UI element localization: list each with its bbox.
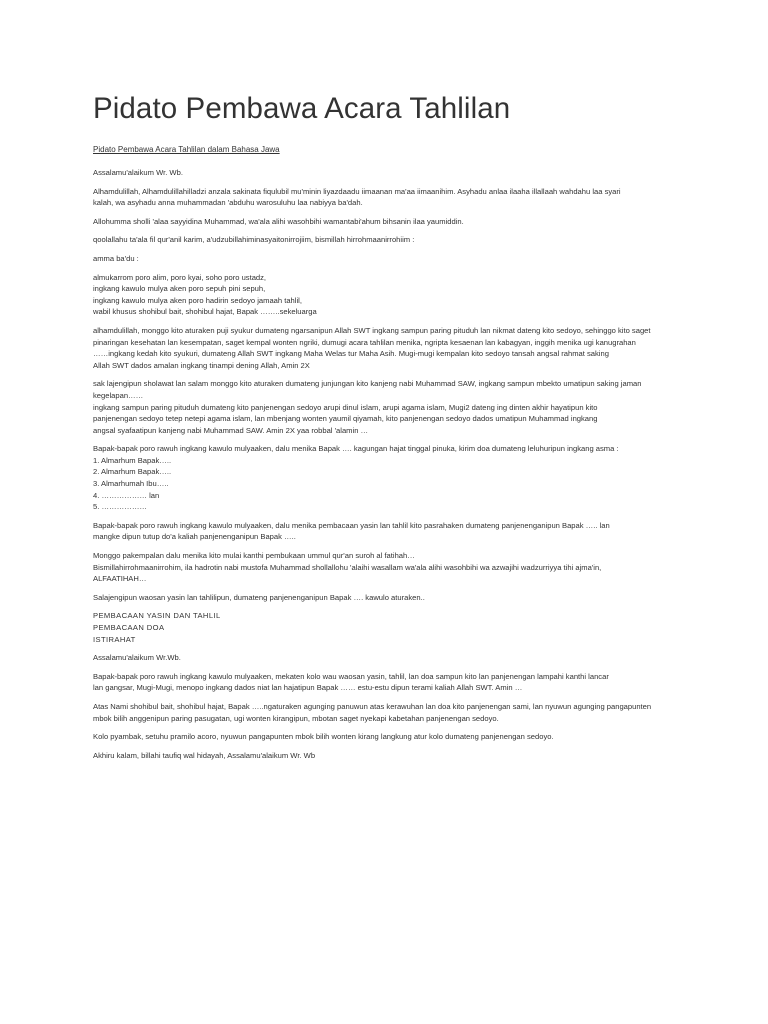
text-line: qoolallahu ta'ala fil qur'anil karim, a'udzubillahiminasyaitonirrojiim, bismillah hirrohmaanirrohiim : [93, 235, 415, 245]
text-line: Akhiru kalam, billahi taufiq wal hidayah, Assalamu'alaikum Wr. Wb [93, 750, 316, 760]
paragraph [93, 550, 675, 585]
text-line: angsal syafaatipun kanjeng nabi Muhammad SAW. Amin 2X yaa robbal 'alamin … [93, 425, 369, 435]
text-line: Alhamdulillah, Alhamdulillahilladzi anzala sakinata fiqulubil mu'minin liyazdaadu iimaanan ma'aa iimaanihim. Asyhadu anlaa ilaaha illallaah wahdahu laa syari [93, 186, 621, 196]
text-line: pinaringan kesehatan lan kesempatan, saget kempal wonten ngriki, dumugi acara tahlilan menika, ngripta kesaenan lan kabagyan, inggih menika ugi kanugrahan [93, 337, 636, 347]
text-line: Salajengipun waosan yasin lan tahlilipun, dumateng panjenenganipun Bapak …. kawulo aturaken.. [93, 592, 425, 602]
paragraph [93, 731, 675, 743]
text-line: ingkang kawulo mulya aken poro hadirin sedoyo jamaah tahlil, [93, 295, 302, 305]
paragraph [93, 234, 675, 246]
paragraph [93, 325, 675, 371]
paragraph [93, 216, 675, 228]
paragraph [93, 272, 675, 318]
text-line: ALFAATIHAH… [93, 574, 147, 584]
text-line: lan gangsar, Mugi-Mugi, menopo ingkang dados niat lan hajatipun Bapak …… estu-estu dipun terami kaliah Allah SWT. Amin … [93, 683, 523, 693]
text-line: Allohumma sholli 'alaa sayyidina Muhammad, wa'ala alihi wasohbihi wamantabi'ahum bihsanin ilaa yaumiddin. [93, 216, 464, 226]
text-line: 3. Almarhumah Ibu….. [93, 479, 169, 489]
text-line: almukarrom poro alim, poro kyai, soho poro ustadz, [93, 272, 267, 282]
page-title: Pidato Pembawa Acara Tahlilan [93, 92, 511, 125]
document-body [93, 167, 675, 761]
text-line: Atas Nami shohibul bait, shohibul hajat, Bapak …..ngaturaken agunging panuwun atas kerawuhan lan doa kito panjenengan sami, lan nyuwun agunging pangapunten [93, 701, 652, 711]
paragraph [93, 610, 675, 645]
paragraph [93, 378, 675, 436]
text-line: kalah, wa asyhadu anna muhammadan 'abduhu warosuluhu laa nabiyya ba'dah. [93, 198, 363, 208]
text-line: Assalamu'alaikum Wr. Wb. [93, 168, 183, 177]
paragraph [93, 253, 675, 265]
text-line: ingkang sampun paring pituduh dumateng kito panjenengan sedoyo arupi dinul islam, arupi agama islam, Mugi2 dateng ing dinten akhir hayatipun kito [93, 402, 598, 412]
text-line: Bismillahirrohmaanirrohim, ila hadrotin nabi mustofa Muhammad shollallohu 'alaihi wasallam wa'ala alihi wasohbihi wa azwajihi wadzurriyya tihi ajma'in, [93, 562, 602, 572]
text-line: 1. Almarhum Bapak….. [93, 455, 172, 465]
paragraph [93, 592, 675, 604]
text-line: mangke dipun tutup do'a kaliah panjenenganipun Bapak ….. [93, 532, 296, 542]
text-line: 5. ……………… [93, 502, 148, 512]
paragraph [93, 443, 675, 513]
text-line: Allah SWT dados amalan ingkang tinampi dening Allah, Amin 2X [93, 360, 310, 370]
text-line: wabil khusus shohibul bait, shohibul hajat, Bapak ……..sekeluarga [93, 307, 317, 317]
text-line: PEMBACAAN DOA [93, 623, 165, 632]
text-line: alhamdulillah, monggo kito aturaken puji syukur dumateng ngarsanipun Allah SWT ingkang sampun paring pituduh lan nikmat dateng kito sedoyo, sehinggo kito saget [93, 325, 651, 335]
text-line: 4. ……………… lan [93, 490, 160, 500]
text-line: Bapak-bapak poro rawuh ingkang kawulo mulyaaken, mekaten kolo wau waosan yasin, tahlil, lan doa sampun kito lan panjenengan lampahi kanthi lancar [93, 671, 609, 681]
text-line: sak lajengipun sholawat lan salam monggo kito aturaken dumateng junjungan kito kanjeng nabi Muhammad SAW, ingkang sampun mbekto umatipun saking jaman [93, 379, 642, 389]
text-line: ingkang kawulo mulya aken poro sepuh pini sepuh, [93, 284, 266, 294]
text-line: Assalamu'alaikum Wr.Wb. [93, 653, 181, 663]
text-line: ……ingkang kedah kito syukuri, dumateng Allah SWT ingkang Maha Welas tur Maha Asih. Mugi-mugi kempalan kito sedoyo tansah angsal rahmat saking [93, 349, 609, 359]
text-line: 2. Almarhum Bapak….. [93, 467, 172, 477]
text-line: amma ba'du : [93, 253, 139, 263]
text-line: kegelapan…… [93, 390, 144, 400]
text-line: Bapak-bapak poro rawuh ingkang kawulo mulyaaken, dalu menika Bapak …. kagungan hajat tinggal pinuka, kirim doa dumateng leluhuripun ingkang asma : [93, 444, 619, 454]
paragraph [93, 671, 675, 694]
text-line: PEMBACAAN YASIN DAN TAHLIL [93, 611, 221, 621]
text-line: Monggo pakempalan dalu menika kito mulai kanthi pembukaan ummul qur'an suroh al fatihah… [93, 551, 415, 561]
text-line: Kolo pyambak, setuhu pramilo acoro, nyuwun pangapunten mbok bilih wonten kirang langkung atur kolo dumateng panjenengan sedoyo. [93, 732, 554, 742]
document [93, 88, 675, 768]
subtitle-link[interactable]: Pidato Pembawa Acara Tahlilan dalam Bahasa Jawa [93, 145, 280, 154]
paragraph [93, 652, 675, 664]
text-line: ISTIRAHAT [93, 634, 136, 644]
paragraph [93, 186, 675, 209]
paragraph [93, 750, 675, 762]
paragraph [93, 701, 675, 724]
text-line: Bapak-bapak poro rawuh ingkang kawulo mulyaaken, dalu menika pembacaan yasin lan tahlil kito pasrahaken dumateng panjenenganipun Bapak ….. lan [93, 520, 610, 530]
text-line: mbok bilih anggenipun paring pasugatan, ugi wonten kirangipun, mbotan saget nyekapi kabetahan panjenengan sedoyo. [93, 713, 499, 723]
paragraph [93, 167, 675, 179]
paragraph [93, 520, 675, 543]
text-line: panjenengan sedoyo tetep netepi agama islam, lan mbenjang wonten yaumil qiyamah, kito panjenengan sedoyo dados umatipun Muhammad ingkang [93, 414, 598, 424]
